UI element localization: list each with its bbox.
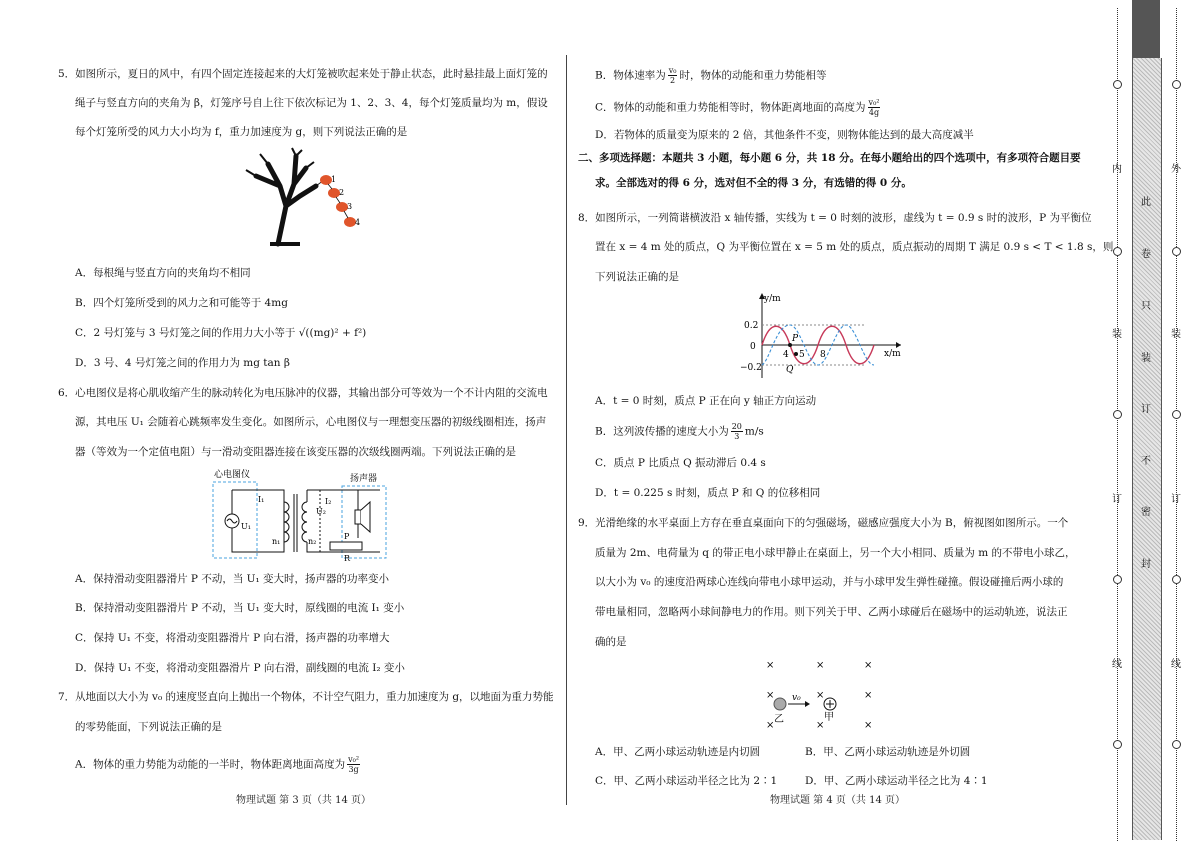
gutter-inner-line: [1117, 8, 1118, 841]
tick-y-0: 0: [750, 342, 756, 352]
field-cross: ×: [816, 720, 825, 731]
fraction-denominator: 4g: [868, 108, 880, 117]
gutter-inner-char: 装: [1112, 329, 1122, 340]
q5-line-2: 绳子与竖直方向的夹角为 β，灯笼序号自上往下依次标记为 1、2、3、4，每个灯笼质量均为 m，假设: [75, 97, 548, 109]
q8-option-b-fraction: [731, 422, 743, 441]
label-r: R: [344, 554, 351, 563]
point-q: [794, 352, 798, 356]
label-i2: I₂: [325, 497, 332, 506]
y-axis-label: y/m: [764, 294, 781, 304]
q7-line-1: 7．从地面以大小为 v₀ 的速度竖直向上抛出一个物体，不计空气阻力，重力加速度为 g，以地面为重力势能: [58, 691, 554, 703]
field-cross: ×: [816, 690, 825, 701]
q7-option-c-fraction: [868, 98, 881, 117]
field-cross: ×: [766, 690, 775, 701]
lantern-label-1: 1: [331, 175, 337, 184]
q7-option-a: [75, 755, 362, 774]
q7-option-b: [595, 66, 826, 85]
q9-line-5: 确的是: [595, 636, 627, 648]
q8-option-b-post: m/s: [744, 425, 764, 438]
column-divider: [566, 55, 567, 805]
gutter-inner-char: 线: [1112, 659, 1122, 670]
q7-option-b-post: 时，物体的动能和重力势能相等: [679, 69, 827, 82]
q6-line-2: 源，其电压 U₁ 会随着心跳频率发生变化。如图所示，心电图仪与一理想变压器的初级线圈相连，扬声: [75, 416, 547, 428]
right-page: [570, 0, 1114, 849]
q7-option-b-fraction: [668, 66, 678, 85]
label-n1: n₁: [272, 537, 281, 546]
q7-option-c: [595, 98, 882, 117]
q8-option-b: [595, 422, 764, 441]
q7-option-c-pre: C．物体的动能和重力势能相等时，物体距离地面的高度为: [595, 101, 866, 114]
ball-yi: [774, 698, 786, 710]
label-p: P: [344, 532, 350, 541]
q9-option-a: A．甲、乙两小球运动轨迹是内切圆: [595, 746, 761, 758]
gutter-middle-char: 封: [1141, 559, 1151, 570]
label-i1: I₁: [258, 495, 265, 504]
q9-line-3: 以大小为 v₀ 的速度沿两球心连线向带电小球甲运动，并与小球甲发生弹性碰撞。假设碰撞后两小球的: [595, 576, 1064, 588]
fraction-numerator: 20: [731, 422, 742, 431]
q7-option-d: D．若物体的质量变为原来的 2 倍，其他条件不变，则物体能达到的最大高度减半: [595, 129, 974, 141]
gutter-inner-char: 内: [1112, 164, 1122, 175]
label-u1: U₁: [241, 522, 251, 531]
field-cross: ×: [864, 720, 873, 731]
binding-hole: [1113, 410, 1122, 419]
binding-hole: [1113, 247, 1122, 256]
q9-option-c: C．甲、乙两小球运动半径之比为 2∶1: [595, 775, 778, 787]
lantern-label-4: 4: [355, 218, 361, 227]
q8-line-2: 置在 x = 4 m 处的质点，Q 为平衡位置在 x = 5 m 处的质点，质点振动的周期 T 满足 0.9 s < T < 1.8 s，则: [595, 241, 1114, 253]
q9-magnetic-field-figure: [760, 656, 880, 732]
right-footer: 物理试题 第 4 页（共 14 页）: [770, 795, 905, 806]
section-2-heading-2: 求。全部选对的得 6 分，选对但不全的得 3 分，有选错的得 0 分。: [595, 177, 912, 189]
tick-x-5: 5: [799, 350, 805, 360]
gutter-outer-char: 订: [1171, 494, 1181, 505]
field-cross: ×: [864, 690, 873, 701]
gutter-dark-top: [1132, 0, 1160, 58]
q5-option-b: B．四个灯笼所受到的风力之和可能等于 4mg: [75, 297, 288, 309]
tick-x-8: 8: [820, 350, 826, 360]
q8-option-a: A．t = 0 时刻，质点 P 正在向 y 轴正方向运动: [595, 395, 817, 407]
q7-option-b-pre: B．物体速率为: [595, 69, 666, 82]
q6-option-a: A．保持滑动变阻器滑片 P 不动，当 U₁ 变大时，扬声器的功率变小: [75, 573, 390, 585]
binding-hole: [1113, 80, 1122, 89]
gutter-middle-char: 此: [1141, 197, 1151, 208]
q8-option-d: D．t = 0.225 s 时刻，质点 P 和 Q 的位移相同: [595, 487, 821, 499]
q6-option-c: C．保持 U₁ 不变，将滑动变阻器滑片 P 向右滑，扬声器的功率增大: [75, 632, 390, 644]
field-cross: ×: [766, 660, 775, 671]
label-p: P: [792, 334, 799, 344]
label-u2: U₂: [316, 507, 326, 516]
v0-label: v₀: [792, 693, 801, 703]
q9-line-2: 质量为 2m、电荷量为 q 的带正电小球甲静止在桌面上，另一个大小相同、质量为 m 的不带电小球乙，: [595, 547, 1076, 559]
lantern-label-2: 2: [339, 188, 345, 197]
q5-line-3: 每个灯笼所受的风力大小均为 f，重力加速度为 g，则下列说法正确的是: [75, 126, 408, 138]
fraction-denominator: 2: [670, 76, 676, 85]
ecg-title: 心电图仪: [214, 470, 251, 480]
q7-option-a-text: A．物体的重力势能为动能的一半时，物体距离地面高度为: [75, 758, 346, 771]
fraction-numerator: v₀: [668, 66, 677, 75]
q5-option-c: C．2 号灯笼与 3 号灯笼之间的作用力大小等于 √((mg)² + f²): [75, 327, 367, 339]
fraction-numerator: v₀²: [348, 755, 360, 764]
q9-line-4: 带电量相同，忽略两小球间静电力的作用。则下列关于甲、乙两小球碰后在磁场中的运动轨迹，说法正: [595, 606, 1068, 618]
binding-hole: [1172, 575, 1181, 584]
binding-gutter: [1100, 0, 1200, 849]
tick-x-4: 4: [783, 350, 789, 360]
label-n2: n₂: [308, 537, 317, 546]
q8-option-c: C．质点 P 比质点 Q 振动滞后 0.4 s: [595, 457, 766, 469]
fraction-denominator: 3: [734, 432, 740, 441]
gutter-outer-line: [1176, 8, 1177, 841]
q6-option-d: D．保持 U₁ 不变，将滑动变阻器滑片 P 向右滑，副线圈的电流 I₂ 变小: [75, 662, 405, 674]
binding-hole: [1113, 575, 1122, 584]
field-cross: ×: [816, 660, 825, 671]
q7-option-a-fraction: [347, 755, 360, 774]
fraction-numerator: v₀²: [868, 98, 880, 107]
q6-line-1: 6．心电图仪是将心肌收缩产生的脉动转化为电压脉冲的仪器，其输出部分可等效为一个不计内阻的交流电: [58, 387, 548, 399]
q9-option-b: B．甲、乙两小球运动轨迹是外切圆: [805, 746, 971, 758]
lantern-label-3: 3: [347, 202, 353, 211]
tick-y-0.2: 0.2: [744, 321, 759, 331]
q5-line-1: 5．如图所示，夏日的风中，有四个固定连接起来的大灯笼被吹起来处于静止状态，此时悬挂最上面灯笼的: [58, 68, 548, 80]
field-cross: ×: [864, 660, 873, 671]
binding-hole: [1113, 740, 1122, 749]
q5-option-d: D．3 号、4 号灯笼之间的作用力为 mg tan β: [75, 357, 290, 369]
q6-circuit-figure: [210, 466, 390, 562]
x-axis-label: x/m: [884, 349, 901, 359]
label-yi: 乙: [774, 714, 784, 725]
gutter-outer-char: 装: [1171, 329, 1181, 340]
binding-hole: [1172, 410, 1181, 419]
gutter-middle-char: 装: [1141, 353, 1151, 364]
section-2-heading-1: 二、多项选择题：本题共 3 小题，每小题 6 分，共 18 分。在每小题给出的四个选项中，有多项符合题目要: [578, 152, 1081, 164]
q9-option-d: D．甲、乙两小球运动半径之比为 4∶1: [805, 775, 988, 787]
q6-line-3: 器（等效为一个定值电阻）与一滑动变阻器连接在该变压器的次级线圈两端。下列说法正确的是: [75, 446, 516, 458]
gutter-middle-char: 卷: [1141, 249, 1151, 260]
speaker-title: 扬声器: [350, 474, 378, 484]
binding-hole: [1172, 80, 1181, 89]
label-q: Q: [786, 365, 794, 375]
q8-option-b-pre: B．这列波传播的速度大小为: [595, 425, 729, 438]
q5-option-a: A．每根绳与竖直方向的夹角均不相同: [75, 267, 251, 279]
gutter-middle-char: 只: [1141, 301, 1151, 312]
q8-line-1: 8．如图所示，一列简谐横波沿 x 轴传播，实线为 t = 0 时刻的波形，虚线为 t = 0.9 s 时的波形，P 为平衡位: [578, 212, 1092, 224]
left-footer: 物理试题 第 3 页（共 14 页）: [236, 795, 371, 806]
gutter-middle-char: 密: [1141, 507, 1151, 518]
tick-y-neg0.2: −0.2: [740, 363, 762, 373]
gutter-middle-char: 订: [1141, 404, 1151, 415]
binding-hole: [1172, 247, 1181, 256]
gutter-outer-char: 线: [1171, 659, 1181, 670]
q6-option-b: B．保持滑动变阻器滑片 P 不动，当 U₁ 变大时，原线圈的电流 I₁ 变小: [75, 602, 405, 614]
q8-wave-figure: [740, 290, 906, 380]
gutter-stripe: [1132, 58, 1162, 840]
q5-lantern-figure: [238, 146, 368, 246]
gutter-inner-char: 订: [1112, 494, 1122, 505]
left-page: [0, 0, 560, 849]
label-jia: 甲: [824, 712, 834, 723]
gutter-outer-char: 外: [1171, 164, 1181, 175]
q9-line-1: 9．光滑绝缘的水平桌面上方存在垂直桌面向下的匀强磁场，磁感应强度大小为 B，俯视图如图所示。一个: [578, 517, 1069, 529]
field-cross: ×: [766, 720, 775, 731]
binding-hole: [1172, 740, 1181, 749]
q8-line-3: 下列说法正确的是: [595, 271, 679, 283]
q7-line-2: 的零势能面，下列说法正确的是: [75, 721, 222, 733]
gutter-middle-char: 不: [1141, 456, 1151, 467]
fraction-denominator: 3g: [348, 765, 359, 774]
